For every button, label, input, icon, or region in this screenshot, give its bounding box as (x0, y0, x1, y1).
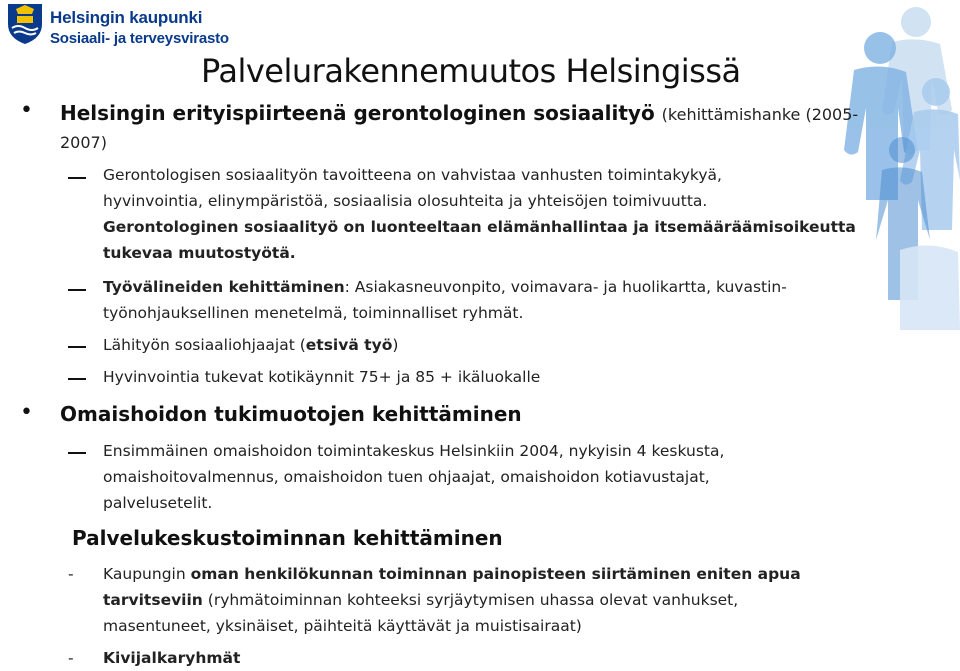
list-item-tools (103, 274, 787, 326)
heading-note: (kehittämishanke (2005- (661, 105, 859, 124)
list-item-goals (103, 162, 856, 266)
slide-title: Palvelurakennemuutos Helsingissä (201, 52, 741, 90)
text-line-bold: Gerontologinen sosiaalityö on luonteeltaan elämänhallintaa ja itsemääräämisoikeutta (103, 218, 856, 236)
text-bold: Työvälineiden kehittäminen (103, 278, 345, 296)
dash-marker (68, 346, 86, 348)
text-line: masentuneet, yksinäiset, päihteitä käyttävät ja muistisairaat) (103, 617, 582, 635)
text-bold: tarvitseviin (103, 591, 203, 609)
text-line: palvelusetelit. (103, 494, 213, 512)
helsinki-crest-icon (6, 2, 44, 46)
org-name: Helsingin kaupunki (50, 8, 203, 27)
text-line: Gerontologisen sosiaalityön tavoitteena on vahvistaa vanhusten toimintakykyä, (103, 166, 722, 184)
bullet-marker: • (20, 98, 33, 123)
text: ) (392, 336, 399, 354)
dash-marker: - (68, 649, 74, 667)
section-heading-service-centres: Palvelukeskustoiminnan kehittäminen (72, 526, 503, 550)
dash-marker (68, 289, 86, 291)
list-item-kivijalka-groups: Kivijalkaryhmät (103, 649, 241, 667)
text-line: työnohjauksellinen menetelmä, toiminnalliset ryhmät. (103, 304, 524, 322)
dash-marker (68, 452, 86, 454)
list-item-home-visits: Hyvinvointia tukevat kotikäynnit 75+ ja 85 + ikäluokalle (103, 368, 541, 386)
bullet-marker: • (20, 400, 33, 425)
text-bold: oman henkilökunnan toiminnan painopisteen siirtäminen eniten apua (190, 565, 801, 583)
text-line: : Asiakasneuvonpito, voimavara- ja huolikartta, kuvastin- (344, 278, 787, 296)
text: Kaupungin (103, 565, 191, 583)
heading-text: Helsingin erityispiirteenä gerontologinen sosiaalityö (60, 101, 655, 125)
list-item-caregiver-centres (103, 438, 724, 516)
list-item-staff-focus (103, 561, 801, 639)
dash-marker (68, 177, 86, 179)
text-line: hyvinvointia, elinympäristöä, sosiaalisia olosuhteita ja yhteisöjen toimivuutta. (103, 192, 708, 210)
text: Lähityön sosiaaliohjaajat ( (103, 336, 306, 354)
text: (ryhmätoiminnan kohteeksi syrjäytymisen uhassa olevat vanhukset, (202, 591, 739, 609)
text-line: Ensimmäinen omaishoidon toimintakeskus Helsinkiin 2004, nykyisin 4 keskusta, (103, 442, 725, 460)
heading-note-continuation: 2007) (60, 133, 107, 152)
text-line: omaishoitovalmennus, omaishoidon tuen ohjaajat, omaishoidon kotiavustajat, (103, 468, 710, 486)
section-heading-caregiver-support: Omaishoidon tukimuotojen kehittäminen (60, 402, 522, 426)
dash-marker (68, 378, 86, 380)
org-department: Sosiaali- ja terveysvirasto (50, 30, 229, 47)
text-line-bold: tukevaa muutostyötä. (103, 244, 296, 262)
section-heading-gerontological-social-work (60, 101, 858, 125)
list-item-outreach-workers (103, 332, 398, 358)
dash-marker: - (68, 565, 74, 583)
text-bold: etsivä työ (305, 336, 393, 354)
